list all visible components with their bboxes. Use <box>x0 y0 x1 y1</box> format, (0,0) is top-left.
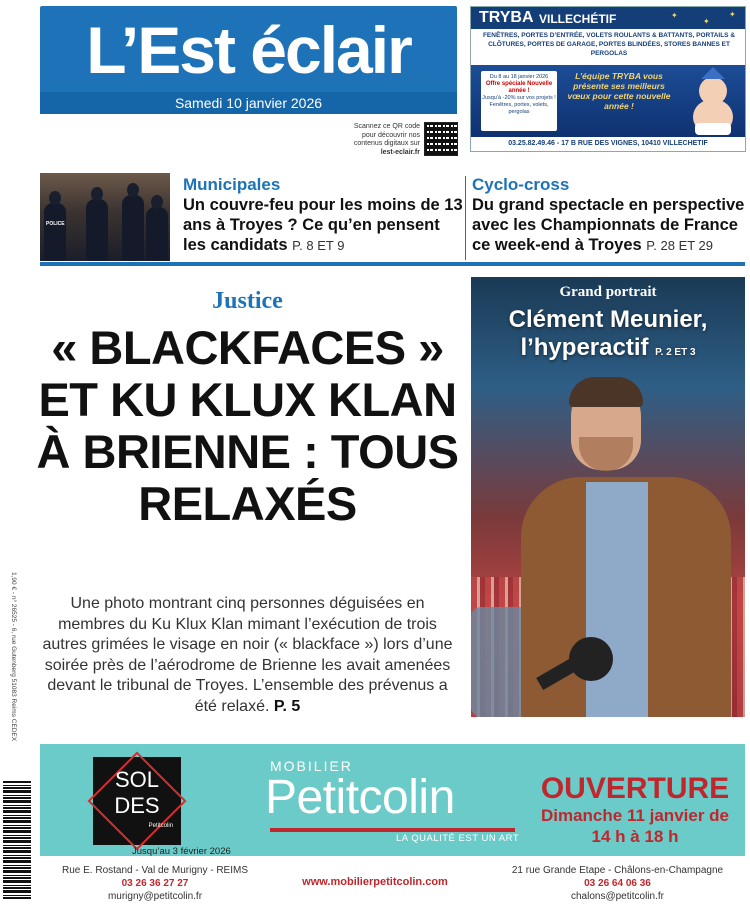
teaser-kicker: Cyclo-cross <box>472 175 570 194</box>
tryba-footer: 03.25.82.49.46 - 17 B RUE DES VIGNES, 10410 VILLECHETIF <box>471 137 745 151</box>
star-icon: ✦ <box>729 10 736 19</box>
ad-mobilier: MOBILIER <box>270 758 353 774</box>
star-icon: ✦ <box>703 17 710 26</box>
portrait-kicker: Grand portrait <box>559 284 657 300</box>
teaser-divider <box>465 176 466 260</box>
tryba-products: FENÊTRES, PORTES D’ENTRÉE, VOLETS ROULANTS & BATTANTS, PORTAILS & CLÔTURES, PORTES DE GARAGE, PORTES BLINDÉES, STORES BANNES ET PERGOLAS <box>482 32 736 57</box>
soldes-line1: SOL <box>114 767 160 792</box>
soldes-until: Jusqu’au 3 février 2026 <box>132 846 231 857</box>
microphone-icon <box>569 637 613 681</box>
qr-note-text: Scannez ce QR code pour découvrir nos contenus digitaux sur <box>353 123 420 147</box>
main-headline[interactable]: « BLACKFACES » ET KU KLUX KLAN À BRIENNE : TOUS RELAXÉS <box>36 321 459 530</box>
barcode-icon <box>2 780 32 900</box>
brand-underline <box>270 828 515 832</box>
tryba-offer-dates: Du 8 au 18 janvier 2026 <box>489 74 549 80</box>
tryba-offer-title: Offre spéciale Nouvelle année ! <box>485 81 553 94</box>
main-page-ref: P. 5 <box>273 697 301 715</box>
store-email[interactable]: murigny@petitcolin.fr <box>107 891 203 902</box>
hair-shape <box>569 377 643 407</box>
soldes-line2: DES <box>114 793 160 818</box>
ad-ouverture-date: Dimanche 11 janvier de 14 h à 18 h <box>540 806 730 846</box>
teaser-text <box>183 195 463 256</box>
main-lead-text: Une photo montrant cinq personnes déguisées en membres du Ku Klux Klan mimant l’exécution de trois autres grimées le visage en noir (« blackface ») lors d’une soirée près de l’aérodrome de Brienne les avait amenées devant le tribunal de Troyes. L’ensemble des prévenus a été relaxé. <box>42 595 453 715</box>
star-icon: ✦ <box>671 11 678 20</box>
qr-note <box>350 123 420 157</box>
ad-brand: Petitcolin <box>265 771 455 824</box>
store-phone[interactable]: 03 26 64 06 36 <box>584 878 651 889</box>
tryba-brand: TRYBA <box>479 9 534 26</box>
teaser-photo[interactable] <box>40 173 170 261</box>
store-chalons <box>490 864 745 903</box>
portrait-title[interactable] <box>471 306 745 367</box>
tryba-offer-detail: Jusqu’à -20% sur vos projets ! Fenêtres, portes, volets, pergolas <box>482 95 556 115</box>
newspaper-title: L’Est éclair <box>86 13 411 87</box>
tryba-wishes: L’équipe TRYBA vous présente ses meilleurs vœux pour cette nouvelle année ! <box>567 71 671 111</box>
section-rule <box>40 262 745 266</box>
shirt-shape <box>586 482 648 717</box>
soldes-sub: Petitcolin <box>148 823 173 829</box>
police-badge: POLICE <box>46 221 65 227</box>
masthead[interactable] <box>40 6 457 114</box>
teaser-pages: P. 8 ET 9 <box>292 238 345 253</box>
qr-site[interactable]: lest-eclair.fr <box>380 148 420 156</box>
teaser-headline: Un couvre-feu pour les moins de 13 ans à Troyes ? Ce qu’en pensent les candidats <box>183 196 463 254</box>
qr-code-icon[interactable] <box>424 122 458 156</box>
portrait-headline: Clément Meunier, l’hyperactif <box>508 306 708 361</box>
teaser-text <box>472 195 750 256</box>
officer-figure <box>122 195 144 261</box>
teaser-pages: P. 28 ET 29 <box>646 238 714 253</box>
issue-date: Samedi 10 janvier 2026 <box>40 92 457 114</box>
tryba-city: VILLECHÉTIF <box>539 12 617 26</box>
ad-ouverture: OUVERTURE <box>540 772 730 805</box>
teaser-cyclo-cross[interactable] <box>472 175 750 256</box>
officer-figure <box>44 203 66 261</box>
soldes-logo <box>93 757 181 845</box>
store-email[interactable]: chalons@petitcolin.fr <box>571 891 664 902</box>
teaser-municipales[interactable] <box>183 175 463 256</box>
officer-figure <box>146 207 168 261</box>
store-address: Rue E. Rostand - Val de Murigny - REIMS <box>62 865 248 876</box>
teaser-kicker: Municipales <box>183 175 281 194</box>
ad-website-link[interactable]: www.mobilierpetitcolin.com <box>302 876 448 888</box>
store-phone[interactable]: 03 26 36 27 27 <box>121 878 189 889</box>
teaser-headline: Du grand spectacle en perspective avec les Championnats de France ce week-end à Troyes <box>472 196 745 254</box>
main-kicker: Justice <box>212 288 283 314</box>
tryba-ad[interactable] <box>470 6 746 152</box>
baby-new-year-icon <box>685 67 741 137</box>
imprint-text: 1,90 € - n° 26525 - 6, rue Gutenberg 51083 Reims CEDEX <box>10 572 17 742</box>
store-reims <box>40 864 270 903</box>
ad-tagline: LA QUALITÉ EST UN ART <box>396 833 520 844</box>
officer-figure <box>86 199 108 261</box>
portrait-pages: P. 2 ET 3 <box>655 347 696 358</box>
tryba-offer <box>481 71 557 131</box>
main-lead <box>40 594 455 717</box>
store-address: 21 rue Grande Etape - Châlons-en-Champagne <box>511 865 724 876</box>
